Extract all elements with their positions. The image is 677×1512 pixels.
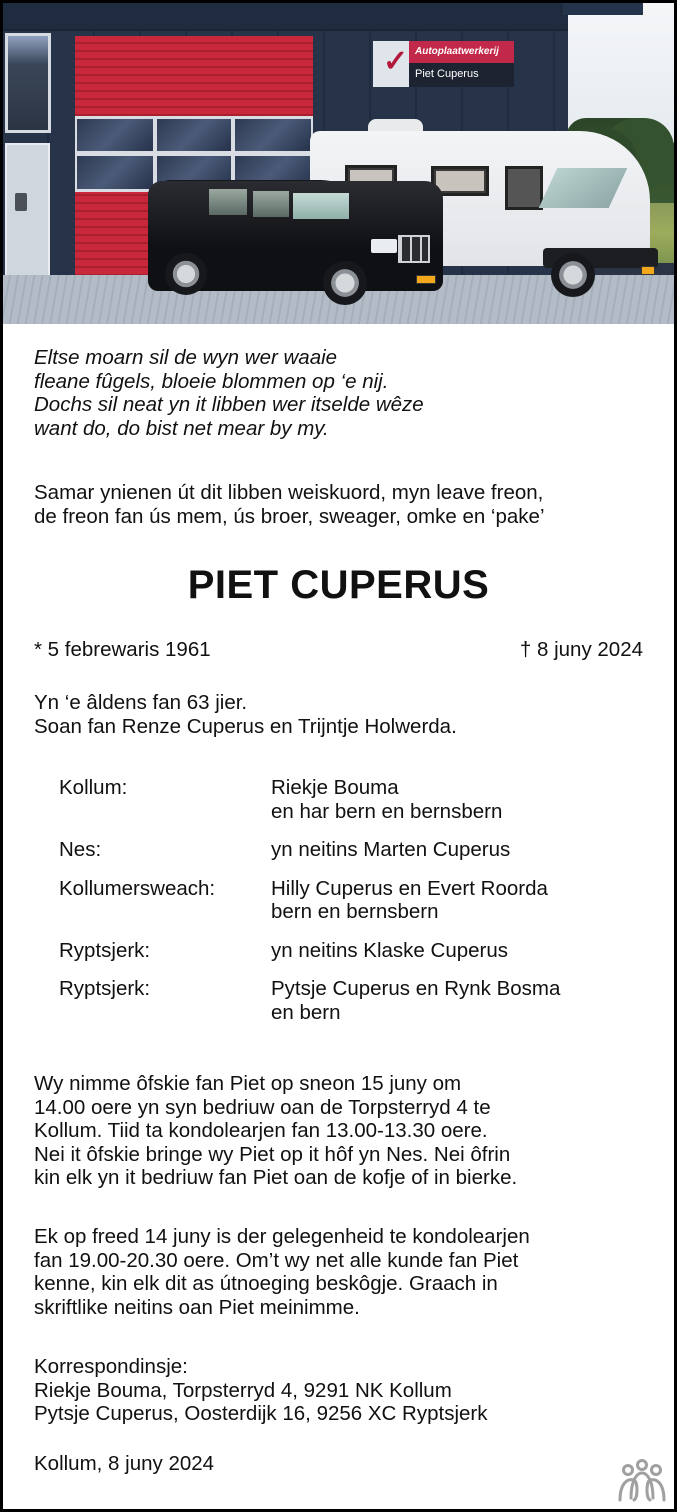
family-place: Kollum:: [59, 776, 128, 799]
poem-line: fleane fûgels, bloeie blommen op ‘e nij.: [34, 369, 389, 393]
people-group-icon: [617, 1458, 667, 1502]
family-row: [59, 838, 659, 862]
door-keypad: [15, 193, 27, 211]
suv-headlight: [371, 239, 397, 253]
funeral-line: 14.00 oere yn syn bedriuw oan de Torpsterryd 4 te: [34, 1095, 491, 1119]
family-row: [59, 776, 659, 823]
family-name-line: yn neitins Marten Cuperus: [271, 838, 511, 861]
funeral-line: kin elk yn it bedriuw fan Piet oan de kofje of in bierke.: [34, 1166, 518, 1189]
sign-owner-name: Piet Cuperus: [415, 68, 479, 80]
suv-wheel: [165, 253, 207, 295]
suv-windshield: [293, 193, 349, 219]
place-date: Kollum, 8 juny 2024: [34, 1452, 215, 1475]
funeral-line: Kollum. Tiid ta kondolearjen fan 13.00-13.30 oere.: [34, 1119, 488, 1142]
building-fascia: [3, 3, 568, 31]
poem-line: Eltse moarn sil de wyn wer waaie: [34, 346, 338, 369]
funeral-line: Wy nimme ôfskie fan Piet op sneon 15 juny om: [34, 1072, 462, 1095]
family-name-line: en har bern en bernsbern: [271, 799, 503, 823]
age-line: Yn ‘e âldens fan 63 jier.: [34, 691, 248, 714]
correspondence: [34, 1355, 487, 1426]
family-row: [59, 939, 659, 963]
condolence-line: skriftlike neitins oan Piet meinimme.: [34, 1295, 360, 1319]
condolence-line: kenne, kin elk dit as útnoeging beskôgje. Graach in: [34, 1272, 498, 1295]
intro-line: de freon fan ús mem, ús broer, sweager, omke en ‘pake’: [34, 504, 545, 528]
family-row: [59, 977, 659, 1024]
correspondence-address: Pytsje Cuperus, Oosterdijk 16, 9256 XC Ryptsjerk: [34, 1402, 488, 1425]
condolence-line: Ek op freed 14 juny is der gelegenheid te kondolearjen: [34, 1225, 530, 1248]
funeral-line: Nei it ôfskie bringe wy Piet op it hôf yn Nes. Nei ôfrin: [34, 1142, 511, 1166]
family-name-line: bern en bernsbern: [271, 900, 439, 923]
suv-wheel: [323, 261, 367, 305]
age-parents: [34, 691, 457, 738]
suv-window: [253, 191, 289, 217]
family-names: [271, 939, 659, 963]
van-cab-window: [505, 166, 543, 210]
correspondence-address: Riekje Bouma, Torpsterryd 4, 9291 NK Kollum: [34, 1378, 452, 1402]
family-row: [59, 877, 659, 924]
van-plate: [641, 266, 655, 275]
family-names: [271, 776, 659, 823]
family-name-line: Pytsje Cuperus en Rynk Bosma: [271, 977, 561, 1000]
intro-text: [34, 481, 545, 528]
suv-window: [209, 189, 247, 215]
poem: [34, 346, 424, 440]
family-place: Ryptsjerk:: [59, 938, 151, 962]
family-name-line: Riekje Bouma: [271, 776, 399, 799]
intro-line: Samar ynienen út dit libben weiskuord, myn leave freon,: [34, 481, 544, 504]
family-place: Kollumersweach:: [59, 876, 216, 900]
birth-date: * 5 febrewaris 1961: [34, 638, 211, 661]
deceased-name: PIET CUPERUS: [187, 563, 490, 607]
suv-grille: [398, 235, 430, 263]
family-names: [271, 977, 659, 1024]
condolence-info: [34, 1225, 530, 1319]
building-window: [5, 33, 51, 133]
header-photo: [3, 3, 674, 324]
family-place: Ryptsjerk:: [59, 977, 151, 1000]
company-sign: [373, 41, 514, 87]
checkmark-icon: ✓: [383, 45, 409, 78]
family-name-line: en bern: [271, 1000, 341, 1024]
funeral-info: [34, 1072, 517, 1190]
death-date: † 8 juny 2024: [519, 638, 643, 661]
family-place: Nes:: [59, 838, 102, 861]
parents-line: Soan fan Renze Cuperus en Trijntje Holwerda.: [34, 714, 457, 738]
roof-overhang: [563, 3, 643, 15]
van-wheel: [551, 253, 595, 297]
family-list: [59, 776, 659, 1039]
family-name-line: yn neitins Klaske Cuperus: [271, 938, 509, 962]
sign-logo: [373, 41, 409, 87]
correspondence-heading: Korrespondinsje:: [34, 1355, 188, 1378]
family-name-line: Hilly Cuperus en Evert Roorda: [271, 876, 548, 900]
family-names: [271, 838, 659, 862]
condolence-line: fan 19.00-20.30 oere. Om’t wy net alle kunde fan Piet: [34, 1248, 519, 1272]
suv-plate: [416, 275, 436, 284]
sign-company: Autoplaatwerkerij: [409, 41, 514, 63]
building-door: [5, 143, 50, 278]
poem-line: want do, do bist net mear by my.: [34, 416, 329, 440]
family-names: [271, 877, 659, 924]
poem-line: Dochs sil neat yn it libben wer itselde wêze: [34, 393, 424, 416]
